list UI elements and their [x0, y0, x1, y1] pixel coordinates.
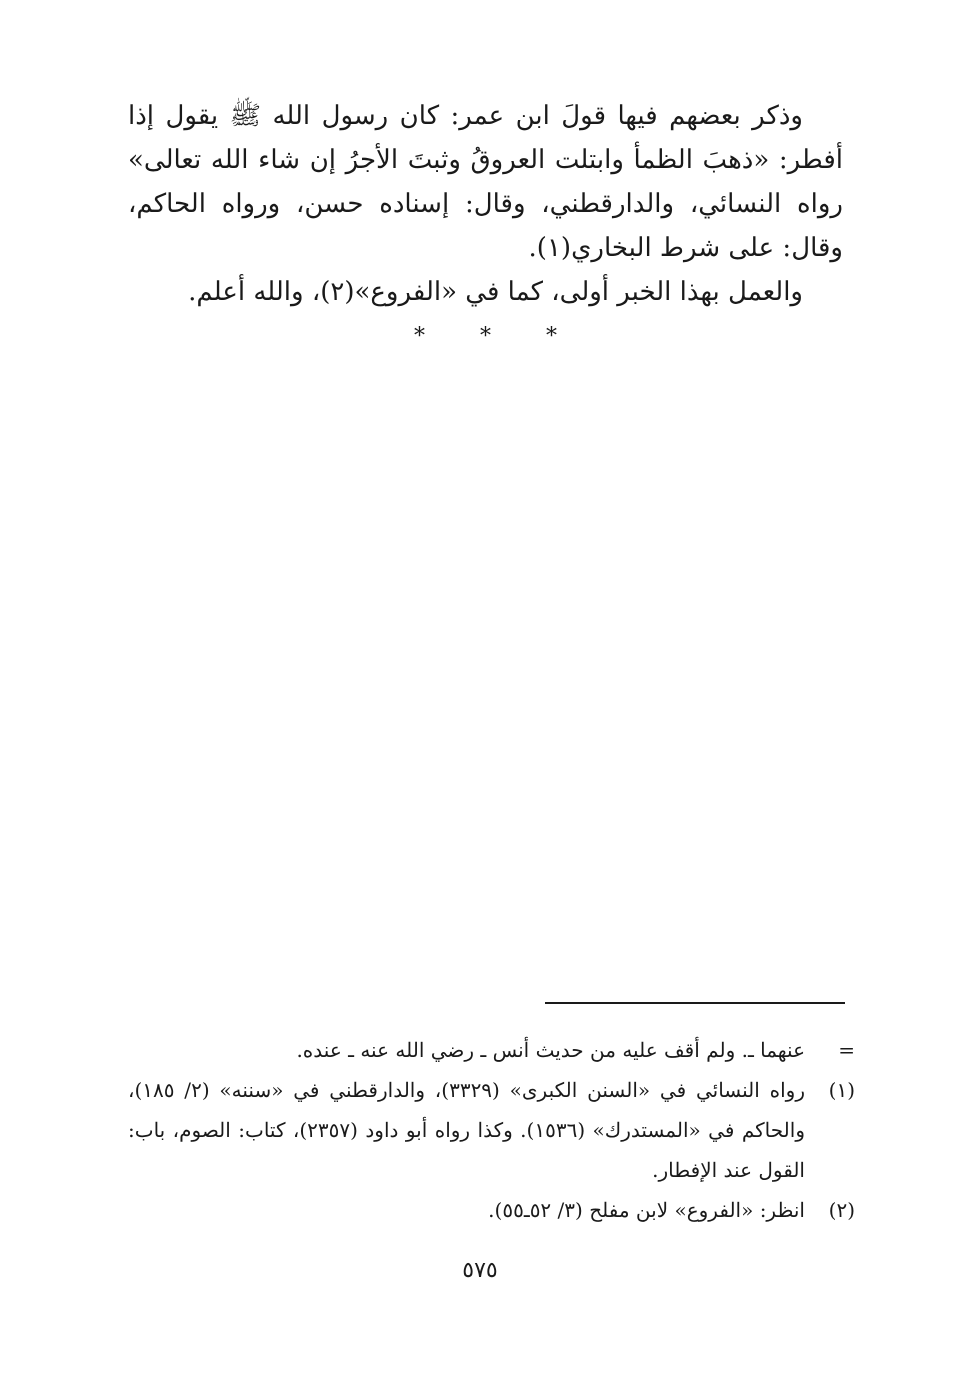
footnote-continuation: [128, 1030, 855, 1070]
footnote-text: عنهما ـ. ولم أقف عليه من حديث أنس ـ رضي الله عنه ـ عنده.: [296, 1038, 805, 1062]
footnote-marker: (٢): [828, 1198, 855, 1222]
footnotes: [128, 1030, 855, 1230]
paragraph-2: والعمل بهذا الخبر أولى، كما في «الفروع»(٢)، والله أعلم.: [188, 277, 803, 307]
page-number: ٥٧٥: [462, 1258, 498, 1283]
main-text: [128, 94, 843, 349]
footnote-marker: =: [838, 1038, 855, 1062]
footnote-marker: (١): [828, 1078, 855, 1102]
footnote-rule: [545, 1002, 845, 1004]
footnote-1: [128, 1070, 855, 1190]
footnote-text: انظر: «الفروع» لابن مفلح (٣/ ٥٢ـ٥٥).: [488, 1198, 805, 1222]
footnote-2: [128, 1190, 855, 1230]
paragraph-1: وذكر بعضهم فيها قولَ ابن عمر: كان رسول الله ﷺ يقول إذا أفطر: «ذهبَ الظمأ وابتلت العروقُ وثبتَ الأجرُ إن شاء الله تعالى» رواه النسائي، والدارقطني، وقال: إسناده حسن، ورواه الحاكم، وقال: على شرط البخاري(١).: [128, 101, 843, 263]
section-separator: * * *: [414, 324, 581, 349]
footnote-text: رواه النسائي في «السنن الكبرى» (٣٣٢٩)، والدارقطني في «سننه» (٢/ ١٨٥)، والحاكم في «المستدرك» (١٥٣٦). وكذا رواه أبو داود (٢٣٥٧)، كتاب: الصوم، باب: القول عند الإفطار.: [128, 1078, 805, 1182]
